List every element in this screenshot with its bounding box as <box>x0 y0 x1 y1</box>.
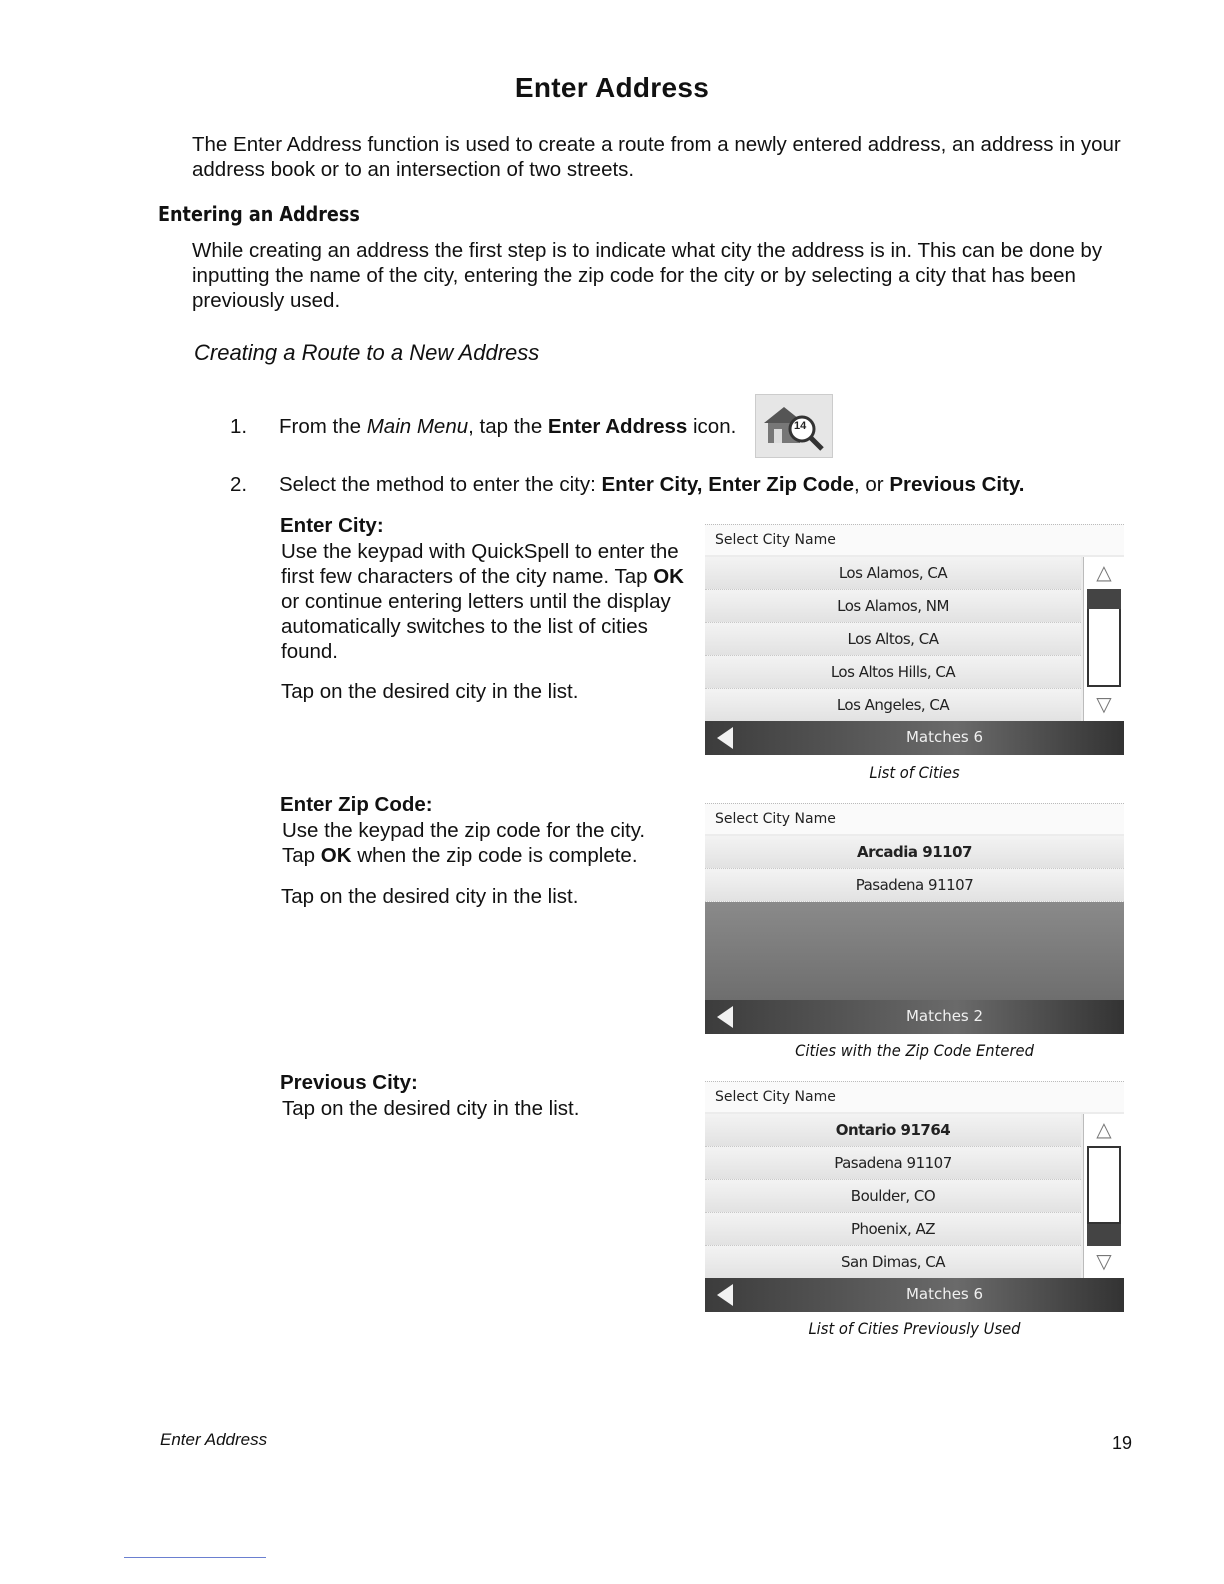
scroll-thumb[interactable] <box>1087 589 1121 611</box>
screen-caption: List of Cities <box>869 763 960 782</box>
screen-header <box>705 803 1124 834</box>
footer-section-name: Enter Address <box>160 1430 268 1449</box>
step-1-number: 1. <box>230 415 248 438</box>
step-1-post: icon. <box>687 415 737 438</box>
step-2-mid: , or <box>853 473 890 496</box>
section-paragraph: While creating an address the first step is to indicate what city the address is in. This can be done by inputting the name of the city, entering the zip code for the city or by selecting a city that has been previously used. <box>192 239 1103 312</box>
enter-zip-line-2 <box>282 843 638 868</box>
screen-header-label: Select City Name <box>715 1089 836 1105</box>
screen-footer <box>705 1000 1124 1034</box>
step-1-pre: From the <box>279 415 367 438</box>
step-2-previous-city: Previous City. <box>889 473 1025 496</box>
screen-caption: Cities with the Zip Code Entered <box>795 1041 1034 1060</box>
list-item[interactable]: Los Angeles, CA <box>705 689 1081 722</box>
scrollbar[interactable] <box>1083 1114 1124 1278</box>
scroll-up-icon[interactable]: △ <box>1096 560 1112 584</box>
screen-footer <box>705 721 1124 755</box>
enter-zip-text-a: Tap <box>282 844 321 867</box>
section-heading: Entering an Address <box>158 202 360 226</box>
enter-zip-line-1: Use the keypad the zip code for the city. <box>282 819 646 842</box>
footer-rule <box>124 1557 266 1558</box>
step-2-text <box>279 473 1025 497</box>
step-1-mid: , tap the <box>468 415 548 438</box>
page-number: 19 <box>1112 1433 1133 1453</box>
zip-list-screen <box>705 803 1124 1034</box>
screen-header-label: Select City Name <box>715 811 836 827</box>
list-item[interactable]: Ontario 91764 <box>705 1114 1081 1147</box>
enter-city-tap: Tap on the desired city in the list. <box>281 680 579 703</box>
list-item[interactable]: Los Altos Hills, CA <box>705 656 1081 689</box>
enter-zip-tap: Tap on the desired city in the list. <box>281 885 579 908</box>
step-1-main-menu: Main Menu <box>366 415 469 438</box>
list-item[interactable]: Pasadena 91107 <box>705 869 1124 902</box>
enter-city-description <box>281 539 686 664</box>
step-2-pre: Select the method to enter the city: <box>279 473 602 496</box>
scroll-up-icon[interactable]: △ <box>1096 1117 1112 1141</box>
page-title: Enter Address <box>514 72 710 103</box>
icon-badge: 14 <box>794 420 807 432</box>
matches-count: Matches 2 <box>905 1007 984 1025</box>
scroll-track <box>1087 1146 1121 1224</box>
enter-zip-ok: OK <box>320 844 352 867</box>
step-1-enter-address: Enter Address <box>547 415 688 438</box>
intro-paragraph: The Enter Address function is used to create a route from a newly entered address, an address in your address book or to an intersection of two streets. <box>192 133 1121 181</box>
enter-zip-heading: Enter Zip Code: <box>280 793 433 816</box>
empty-list-area <box>705 902 1124 1000</box>
screen-header <box>705 1081 1124 1112</box>
step-1-text <box>279 415 736 439</box>
list-item[interactable]: Arcadia 91107 <box>705 836 1124 869</box>
step-2-options: Enter City, Enter Zip Code <box>601 473 854 496</box>
step-2-number: 2. <box>230 473 248 496</box>
scroll-down-icon[interactable]: ▽ <box>1096 1249 1112 1273</box>
screen-header <box>705 524 1124 555</box>
matches-count: Matches 6 <box>905 728 984 746</box>
scroll-thumb[interactable] <box>1087 1224 1121 1246</box>
enter-city-text-a: Use the keypad with QuickSpell to enter the first few characters of the city name. Tap <box>281 540 679 588</box>
list-item[interactable]: Los Alamos, NM <box>705 590 1081 623</box>
list-item[interactable]: Boulder, CO <box>705 1180 1081 1213</box>
matches-count: Matches 6 <box>905 1285 984 1303</box>
city-list-screen <box>705 524 1124 755</box>
enter-city-ok: OK <box>653 565 684 588</box>
list-item[interactable]: Phoenix, AZ <box>705 1213 1081 1246</box>
previous-city-tap: Tap on the desired city in the list. <box>282 1097 580 1120</box>
previous-city-heading: Previous City: <box>280 1071 418 1094</box>
subsection-heading: Creating a Route to a New Address <box>194 340 540 365</box>
scroll-down-icon[interactable]: ▽ <box>1096 692 1112 716</box>
screen-footer <box>705 1278 1124 1312</box>
previous-city-screen <box>705 1081 1124 1312</box>
screen-header-label: Select City Name <box>715 532 836 548</box>
enter-city-heading: Enter City: <box>280 514 384 537</box>
list-item[interactable]: Los Altos, CA <box>705 623 1081 656</box>
enter-address-icon <box>755 394 833 458</box>
enter-zip-text-b: when the zip code is complete. <box>351 844 638 867</box>
list-item[interactable]: Pasadena 91107 <box>705 1147 1081 1180</box>
enter-city-text-b: or continue entering letters until the display automatically switches to the list of cities found. <box>281 590 671 663</box>
scroll-track <box>1087 609 1121 687</box>
list-item[interactable]: Los Alamos, CA <box>705 557 1081 590</box>
screen-caption: List of Cities Previously Used <box>808 1319 1021 1338</box>
scrollbar[interactable] <box>1083 557 1124 721</box>
list-item[interactable]: San Dimas, CA <box>705 1246 1081 1279</box>
